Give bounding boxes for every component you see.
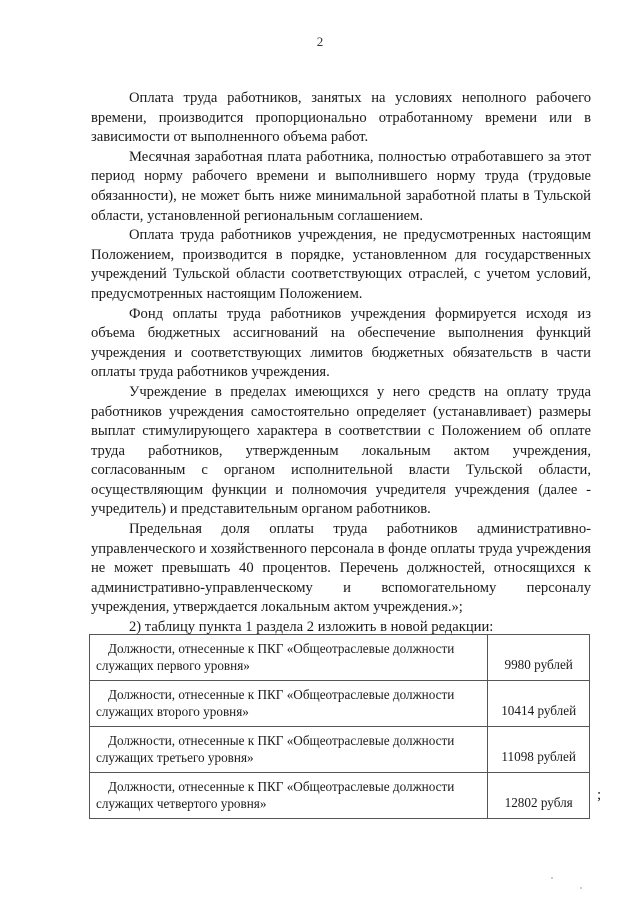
table-row bbox=[90, 681, 590, 727]
scan-speck bbox=[580, 887, 582, 889]
page-number: 2 bbox=[316, 34, 324, 49]
position-group-line: Должности, отнесенные к ПКГ «Общеотраслевые должности bbox=[108, 687, 455, 702]
position-group-level: служащих второго уровня» bbox=[96, 703, 249, 719]
position-group-line: Должности, отнесенные к ПКГ «Общеотраслевые должности bbox=[108, 733, 455, 748]
position-group-cell bbox=[90, 681, 488, 727]
paragraph-table-intro: 2) таблицу пункта 1 раздела 2 изложить в новой редакции: bbox=[129, 619, 494, 636]
position-group-level: служащих четвертого уровня» bbox=[96, 795, 267, 811]
salary-value: 12802 рубля bbox=[488, 773, 590, 819]
position-group-cell bbox=[90, 773, 488, 819]
salary-value: 10414 рублей bbox=[488, 681, 590, 727]
position-group-line: Должности, отнесенные к ПКГ «Общеотраслевые должности bbox=[108, 641, 455, 656]
paragraph-admin-share: Предельная доля оплаты труда работников административно-управленческого и хозяйственного персонала в фонде оплаты труда учреждения не может превышать 40 процентов. Перечень должностей, относящихся к административно-управленческому и вспомогательному персоналу учреждения, утверждается локальным актом учреждения.»; bbox=[91, 521, 591, 616]
paragraph-part-time-pay: Оплата труда работников, занятых на условиях неполного рабочего времени, производится пропорционально отработанному времени или в зависимости от выполненного объема работ. bbox=[91, 90, 591, 146]
table-closing-semicolon: ; bbox=[597, 787, 602, 803]
table-row bbox=[90, 635, 590, 681]
document-body bbox=[91, 89, 591, 638]
scan-speck bbox=[551, 877, 553, 879]
position-group-level: служащих третьего уровня» bbox=[96, 749, 254, 765]
table-row bbox=[90, 773, 590, 819]
paragraph-minimum-wage: Месячная заработная плата работника, полностью отработавшего за этот период норму рабочего времени и выполнившего норму труда (трудовые обязанности), не может быть ниже минимальной заработной платы в Тульской области, установленной региональным соглашением. bbox=[91, 148, 591, 224]
position-group-cell bbox=[90, 727, 488, 773]
salary-value: 11098 рублей bbox=[488, 727, 590, 773]
paragraph-incentive-payments: Учреждение в пределах имеющихся у него средств на оплату труда работников учреждения самостоятельно определяет (устанавливает) размеры выплат стимулирующего характера в соответствии с Положением об оплате труда работников, утвержденным локальным актом учреждения, согласованным с органом исполнительной власти Тульской области, осуществляющим функции и полномочия учредителя учреждения (далее - учредитель) и представительным органом работников. bbox=[91, 383, 591, 518]
salary-table bbox=[89, 634, 590, 819]
table-row bbox=[90, 727, 590, 773]
position-group-level: служащих первого уровня» bbox=[96, 657, 250, 673]
paragraph-wage-fund: Фонд оплаты труда работников учреждения формируется исходя из объема бюджетных ассигнований на обеспечение выполнения функций учреждения и соответствующих лимитов бюджетных обязательств в части оплаты труда работников учреждения. bbox=[91, 305, 591, 381]
position-group-cell bbox=[90, 635, 488, 681]
position-group-line: Должности, отнесенные к ПКГ «Общеотраслевые должности bbox=[108, 779, 455, 794]
paragraph-unlisted-workers: Оплата труда работников учреждения, не предусмотренных настоящим Положением, производится в порядке, установленном для государственных учреждений Тульской области соответствующих отраслей, с учетом условий, предусмотренных настоящим Положением. bbox=[91, 227, 591, 302]
salary-value: 9980 рублей bbox=[488, 635, 590, 681]
